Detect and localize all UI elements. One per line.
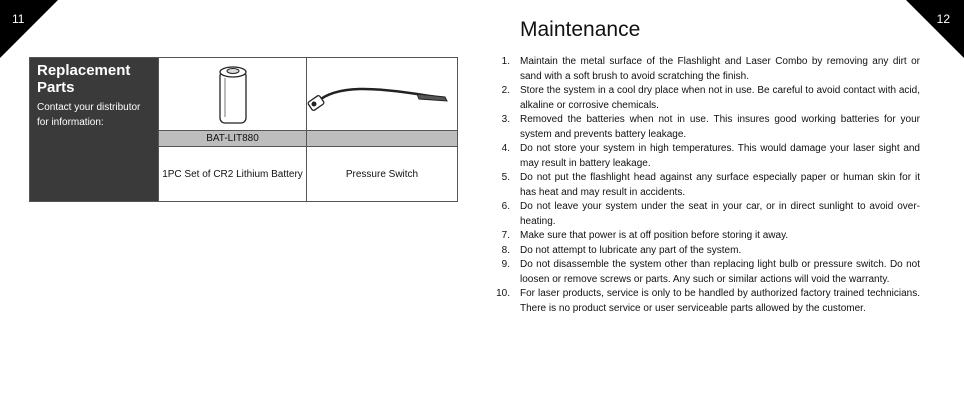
item-text: Do not attempt to lubricate any part of the system. <box>520 244 742 256</box>
item-text: Do not put the flashlight head against any surface especially paper or human skin for it has heat and may result in accidents. <box>520 172 920 198</box>
parts-subtitle: Contact your distributor for information: <box>37 102 141 128</box>
list-item <box>490 113 920 142</box>
list-item <box>490 55 920 84</box>
part-name: Pressure Switch <box>345 168 419 180</box>
item-text: Do not store your system in high temperatures. This would damage your laser sight and may result in battery leakage. <box>520 143 920 169</box>
page-number-left: 11 <box>12 12 25 26</box>
item-text: Removed the batteries when not in use. This insures good working batteries for your system and prevents battery leakage. <box>520 114 920 140</box>
pressure-switch-icon <box>307 74 457 114</box>
item-number: 4. <box>501 143 510 154</box>
maintenance-list <box>490 55 920 316</box>
parts-header-cell <box>30 58 158 201</box>
part-battery <box>158 58 306 201</box>
part-name: 1PC Set of CR2 Lithium Battery <box>162 168 303 180</box>
item-text: Do not leave your system under the seat in your car, or in direct sunlight to avoid over-heating. <box>520 201 920 227</box>
item-number: 7. <box>501 230 510 241</box>
parts-title: Replacement Parts <box>37 62 131 96</box>
part-image-cell <box>307 58 457 131</box>
item-number: 10. <box>496 288 510 299</box>
item-number: 6. <box>501 201 510 212</box>
page-corner-right <box>906 0 964 58</box>
list-item <box>490 244 920 259</box>
item-number: 9. <box>501 259 510 270</box>
item-number: 2. <box>501 85 510 96</box>
part-code <box>307 131 457 147</box>
item-text: For laser products, service is only to be handled by authorized factory trained technicians. There is no product service or user serviceable parts allowed by the customer. <box>520 288 920 314</box>
list-item <box>490 287 920 316</box>
part-image-cell <box>159 58 306 131</box>
maintenance-title: Maintenance <box>520 18 641 41</box>
part-code: BAT-LIT880 <box>159 131 306 147</box>
part-pressure-switch <box>306 58 457 201</box>
replacement-parts-table <box>29 57 458 202</box>
page-corner-left <box>0 0 58 58</box>
list-item <box>490 200 920 229</box>
page-number-right: 12 <box>936 12 950 26</box>
item-text: Maintain the metal surface of the Flashlight and Laser Combo by removing any dirt or sand with a soft brush to avoid scratching the finish. <box>520 56 920 82</box>
item-number: 8. <box>501 244 510 256</box>
item-number: 5. <box>501 172 510 183</box>
item-text: Do not disassemble the system other than replacing light bulb or pressure switch. Do not loosen or remove screws or parts. Any such or similar actions will void the warranty. <box>520 259 920 285</box>
list-item <box>490 258 920 287</box>
item-number: 1. <box>501 56 510 67</box>
item-text: Store the system in a cool dry place when not in use. Be careful to avoid contact with acid, alkaline or corrosive chemicals. <box>520 85 920 111</box>
item-text: Make sure that power is at off position before storing it away. <box>520 230 789 241</box>
list-item <box>490 229 920 244</box>
item-number: 3. <box>501 114 510 125</box>
list-item <box>490 84 920 113</box>
list-item <box>490 142 920 171</box>
list-item <box>490 171 920 200</box>
battery-icon <box>215 62 251 126</box>
